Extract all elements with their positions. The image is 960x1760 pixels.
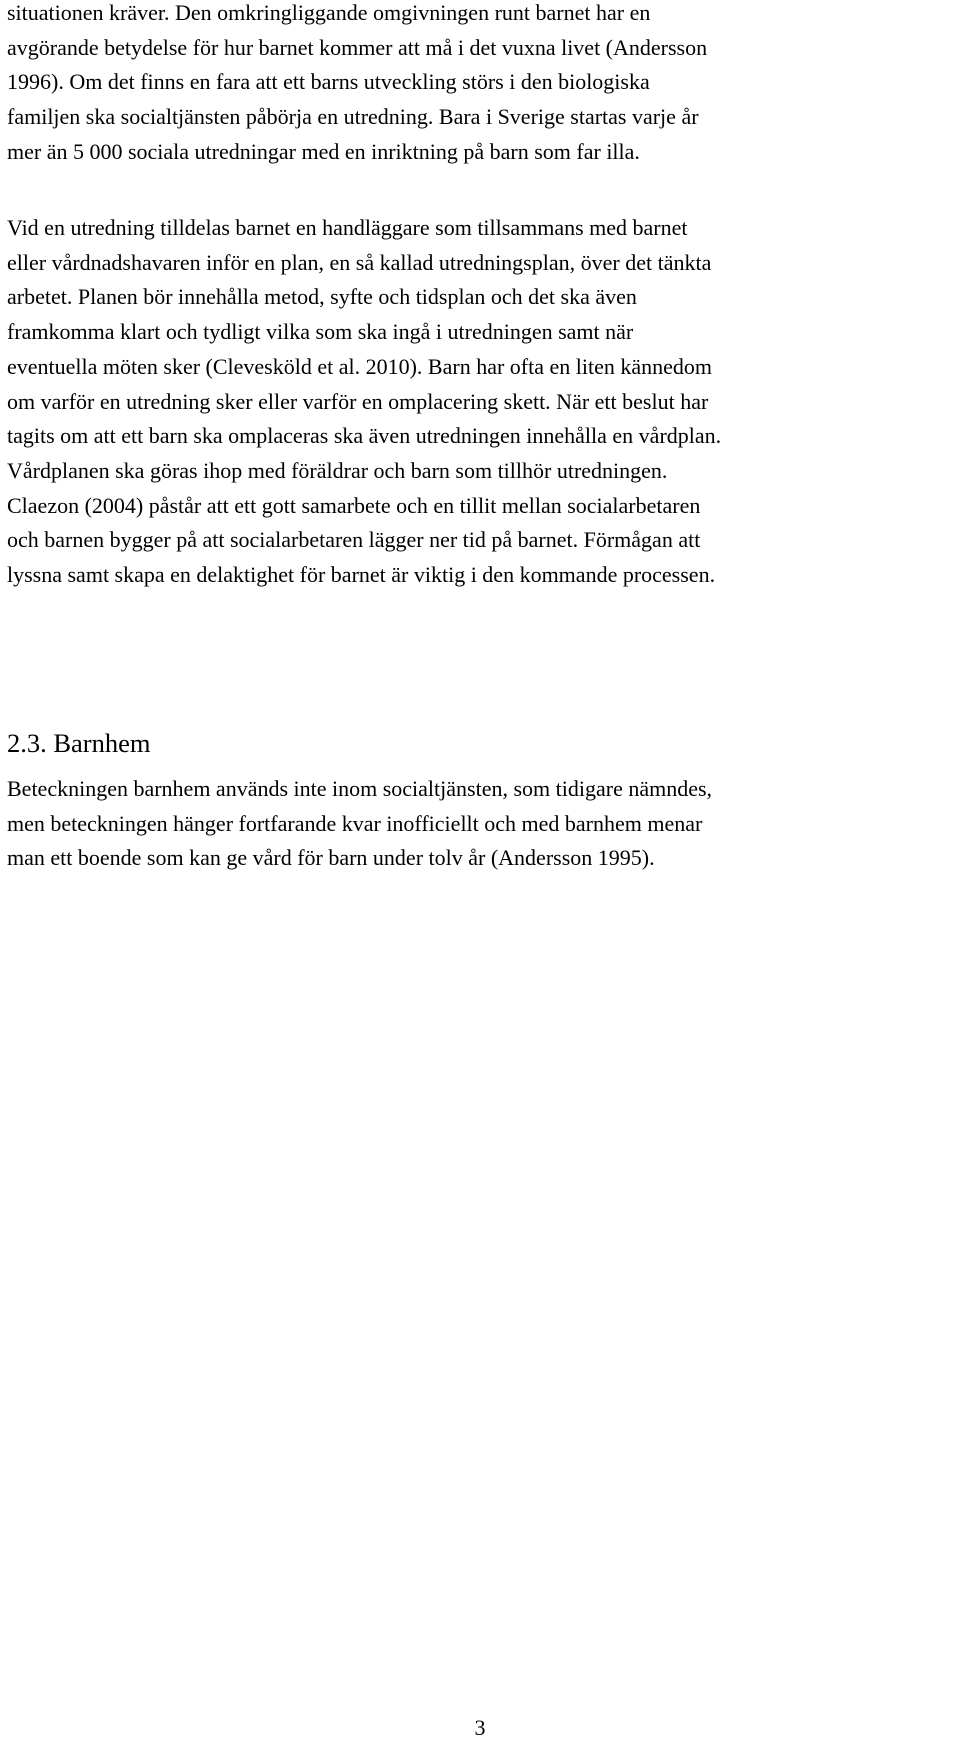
- paragraph-utredning: Vid en utredning tilldelas barnet en handläggare som tillsammans med barnet eller vårdnadshavaren inför en plan, en så kallad utredningsplan, över det tänkta arbetet. Planen bör innehålla metod, syfte och tidsplan och det ska även framkomma klart och tydligt vilka som ska ingå i utredningen samt när eventuella möten sker (Clevesköld et al. 2010). Barn har ofta en liten kännedom om varför en utredning sker eller varför en omplacering skett. När ett beslut har tagits om att ett barn ska omplaceras ska även utredningen innehålla en vårdplan. Vårdplanen ska göras ihop med föräldrar och barn som tillhör utredningen. Claezon (2004) påstår att ett gott samarbete och en tillit mellan socialarbetaren och barnen bygger på att socialarbetaren lägger ner tid på barnet. Förmågan att lyssna samt skapa en delaktighet för barnet är viktig i den kommande processen.: [7, 215, 722, 588]
- page-number: 3: [474, 1715, 486, 1740]
- paragraph-barnhem: Beteckningen barnhem används inte inom socialtjänsten, som tidigare nämndes, men beteckningen hänger fortfarande kvar inofficiellt och med barnhem menar man ett boende som kan ge vård för barn under tolv år (Andersson 1995).: [7, 776, 713, 871]
- section-heading: 2.3. Barnhem: [7, 728, 151, 758]
- paragraph-intro: situationen kräver. Den omkringliggande omgivningen runt barnet har en avgörande betydelse för hur barnet kommer att må i det vuxna livet (Andersson 1996). Om det finns en fara att ett barns utveckling störs i den biologiska familjen ska socialtjänsten påbörja en utredning. Bara i Sverige startas varje år mer än 5 000 sociala utredningar med en inriktning på barn som far illa.: [7, 0, 708, 164]
